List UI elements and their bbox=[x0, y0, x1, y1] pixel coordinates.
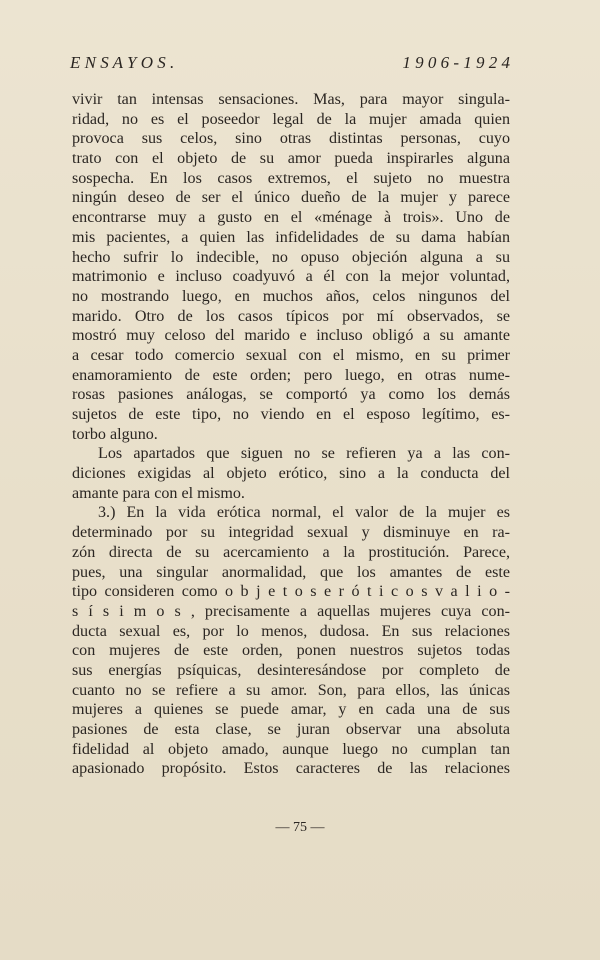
text-line: a cesar todo comercio sexual con el mismo, en su primer bbox=[72, 346, 510, 364]
text-line: encontrarse muy a gusto en el «ménage à trois». Uno de bbox=[72, 209, 510, 227]
text-line: sujetos de este tipo, no viendo en el esposo legítimo, es- bbox=[72, 406, 510, 423]
body-text bbox=[72, 90, 510, 779]
text-line: 3.) En la vida erótica normal, el valor de la mujer es bbox=[98, 504, 510, 522]
text-line: sospecha. En los casos extremos, el sujeto no muestra bbox=[72, 169, 510, 187]
text-line: Los apartados que siguen no se refieren ya a las con- bbox=[98, 445, 510, 463]
text-line: hecho sufrir lo indecible, no opuso objeción alguna a su bbox=[72, 248, 510, 266]
text-line: trato con el objeto de su amor pueda inspirarles alguna bbox=[72, 150, 510, 168]
text-line: mujeres a quienes se puede amar, y en cada una de sus bbox=[72, 701, 510, 719]
text-line: torbo alguno. bbox=[72, 425, 158, 443]
text-line: vivir tan intensas sensaciones. Mas, para mayor singula- bbox=[72, 91, 510, 108]
text-line: determinado por su integridad sexual y disminuye en ra- bbox=[72, 524, 510, 542]
running-head bbox=[70, 53, 510, 75]
running-head-title: E N S A Y O S . bbox=[70, 53, 175, 72]
text-line: ducta sexual es, por lo menos, dudosa. En sus relaciones bbox=[72, 622, 510, 640]
text-line: ningún deseo de ser el único dueño de la mujer y parece bbox=[72, 189, 510, 207]
text-line: mis pacientes, a quien las infidelidades de su dama habían bbox=[72, 228, 510, 246]
text-line: no mostrando luego, en muchos años, celos ningunos del bbox=[72, 287, 510, 305]
text-line: amante para con el mismo. bbox=[72, 484, 245, 502]
text-line: tipo consideren como o b j e t o s e r ó t i c o s v a l i o - bbox=[72, 583, 510, 601]
text-line: enamoramiento de este orden; pero luego, en otras nume- bbox=[72, 366, 510, 384]
text-line: pues, una singular anormalidad, que los amantes de este bbox=[72, 563, 510, 581]
text-line: pasiones de esta clase, se juran observar una absoluta bbox=[72, 721, 510, 738]
text-line: ridad, no es el poseedor legal de la mujer amada quien bbox=[72, 110, 510, 128]
text-line: matrimonio e incluso coadyuvó a él con la mejor voluntad, bbox=[72, 268, 510, 286]
text-line: sus energías psíquicas, desinteresándose por completo de bbox=[72, 661, 510, 679]
text-line: rosas pasiones análogas, se comportó ya como los demás bbox=[72, 386, 510, 404]
text-line: provoca sus celos, sino otras distintas personas, cuyo bbox=[72, 130, 510, 148]
text-line: con mujeres de este orden, ponen nuestros sujetos todas bbox=[72, 642, 510, 660]
text-line: s í s i m o s , precisamente a aquellas mujeres cuya con- bbox=[72, 602, 510, 620]
page-number: — 75 — bbox=[275, 820, 325, 835]
text-line: marido. Otro de los casos típicos por mí observados, se bbox=[72, 307, 510, 325]
text-line: cuanto no se refiere a su amor. Son, para ellos, las únicas bbox=[72, 681, 510, 699]
text-line: apasionado propósito. Estos caracteres de las relaciones bbox=[72, 760, 510, 778]
text-line: zón directa de su acercamiento a la prostitución. Parece, bbox=[72, 543, 510, 561]
text-line: diciones exigidas al objeto erótico, sino a la conducta del bbox=[72, 465, 510, 483]
text-line: fidelidad al objeto amado, aunque luego no cumplan tan bbox=[72, 740, 510, 758]
running-head-years: 1 9 0 6 - 1 9 2 4 bbox=[402, 53, 510, 72]
text-line: mostró muy celoso del marido e incluso obligó a su amante bbox=[72, 327, 510, 345]
